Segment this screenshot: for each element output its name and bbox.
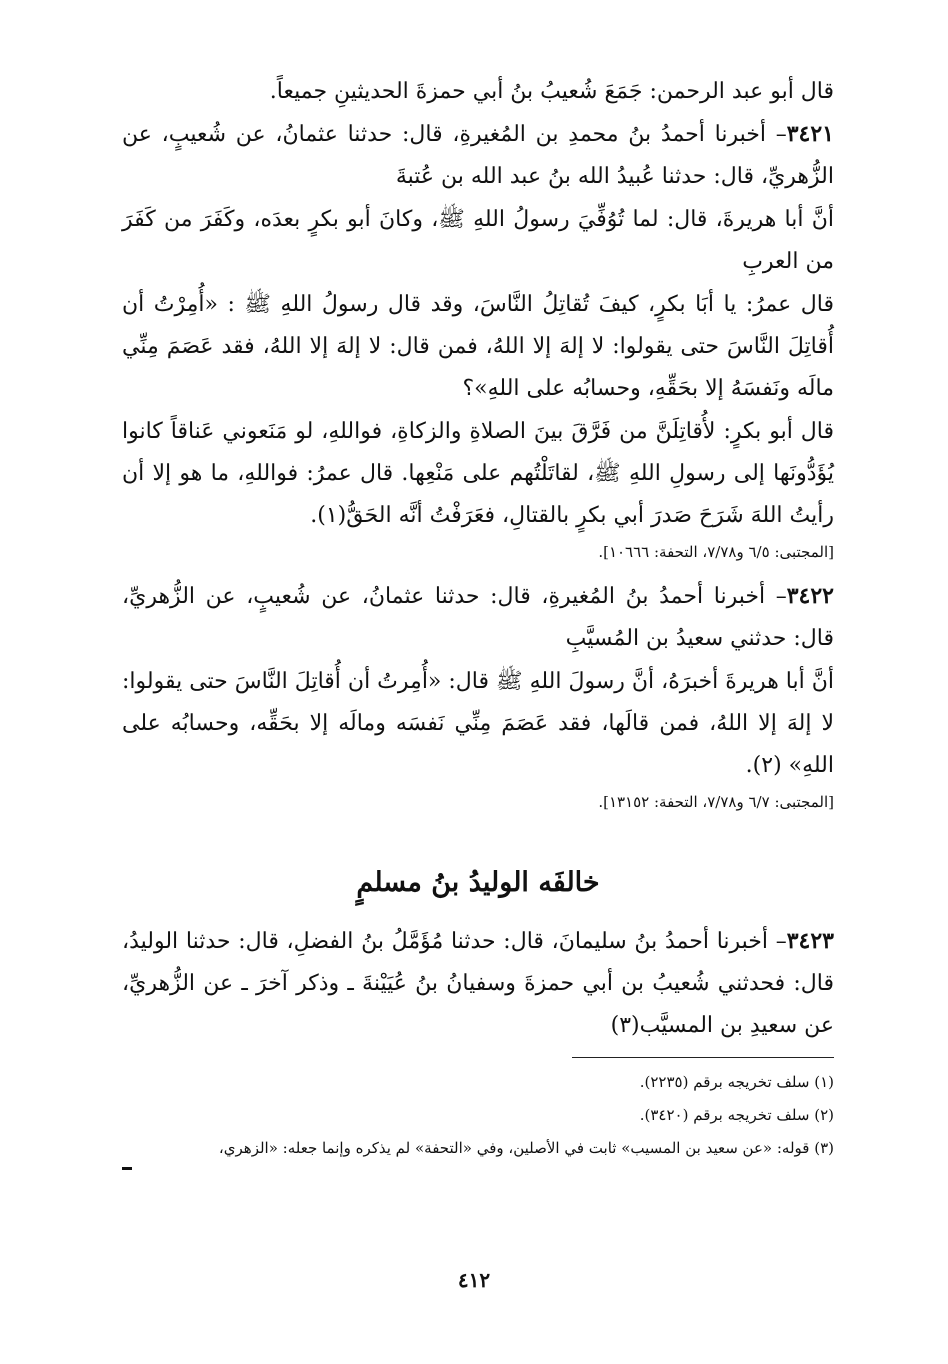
paragraph-matn-3 — [122, 410, 834, 537]
paragraph-matn-4 — [122, 660, 834, 787]
paragraph-hadith-3422 — [122, 575, 834, 660]
footnote-3: (٣) قوله: «عن سعيد بن المسيب» ثابت في الأصلين، وفي «التحفة» لم يذكره وإنما جعله: «الزهري، — [218, 1139, 834, 1157]
page-number: ٤١٢ — [457, 1268, 491, 1292]
continuation-dash — [122, 1167, 132, 1170]
paragraph-hadith-3421 — [122, 113, 834, 198]
paragraph-text: قال أبو بكرٍ: لأُقاتِلَنَّ من فَرَّقَ بينَ الصلاةِ والزكاةِ، فواللهِ، لو مَنَعوني عَناقاً كانوا يُؤَدُّونَها إلى رسولِ اللهِ ﷺ، لقاتَلْتُهم على مَنْعِها. قال عمرُ: فواللهِ، ما هو إلا أن رأيتُ اللهَ شَرَحَ صَدرَ أبي بكرٍ بالقتالِ، فعَرَفْتُ أنَّه الحَقُّ(١). — [122, 419, 834, 528]
reference-line-2: [المجتبى: ٦/٧ و٧/٧٨، التحفة: ١٣١٥٢]. — [598, 793, 834, 811]
paragraph-text: أنَّ أبا هريرةَ، قال: لما تُوُفِّيَ رسولُ اللهِ ﷺ، وكانَ أبو بكرٍ بعدَه، وكَفَرَ من كَفَرَ من العربِ — [122, 207, 834, 274]
reference-line-1: [المجتبى: ٦/٥ و٧/٧٨، التحفة: ١٠٦٦٦]. — [598, 543, 834, 561]
hadith-number: ٣٤٢٢ — [786, 583, 834, 609]
paragraph-text: قال عمرُ: يا أبَا بكرٍ، كيفَ تُقاتِلُ النَّاسَ، وقد قال رسولُ اللهِ ﷺ : «أُمِرْتُ أن أُقاتِلَ النَّاسَ حتى يقولوا: لا إلهَ إلا اللهُ، فمن قال: لا إلهَ إلا اللهُ، فقد عَصَمَ مِنِّي مالَه ونَفسَهُ إلا بحَقِّهِ، وحسابُه على اللهِ»؟ — [122, 292, 834, 401]
paragraph-text: – أخبرنا أحمدُ بنُ سليمانَ، قال: حدثنا مُؤَمَّلُ بنُ الفضلِ، قال: حدثنا الوليدُ، قال: فحدثني شُعيبُ بن أبي حمزةَ وسفيانُ بنُ عُيَيْنةَ ـ وذكر آخرَ ـ عن الزُّهريِّ، عن سعيدِ بن المسيَّب(٣) — [122, 929, 834, 1038]
paragraph-hadith-3423 — [122, 920, 834, 1047]
section-heading: خالفَه الوليدُ بنُ مسلمٍ — [356, 867, 600, 898]
footnote-1: (١) سلف تخريجه برقم (٢٢٣٥). — [639, 1073, 834, 1091]
paragraph-matn-1 — [122, 198, 834, 283]
paragraph-text: – أخبرنا أحمدُ بنُ محمدِ بن المُغيرةِ، قال: حدثنا عثمانُ، عن شُعيبٍ، عن الزُّهريِّ، قال: حدثنا عُبيدُ الله بنُ عبد الله بن عُتبةَ — [122, 122, 834, 189]
paragraph-text: أنَّ أبا هريرةَ أخبرَهُ، أنَّ رسولَ اللهِ ﷺ قال: «أُمِرتُ أن أُقاتِلَ النَّاسَ حتى يقولوا: لا إلهَ إلا اللهُ، فمن قالَها، فقد عَصَمَ مِنِّي نَفسَه ومالَه إلا بحَقِّه، وحسابُه على اللهِ» (٢). — [122, 669, 834, 778]
paragraph-matn-2 — [122, 283, 834, 410]
hadith-number: ٣٤٢١ — [786, 121, 834, 147]
footnote-2: (٢) سلف تخريجه برقم (٣٤٢٠). — [639, 1106, 834, 1124]
paragraph-text: – أخبرنا أحمدُ بنُ المُغيرةِ، قال: حدثنا عثمانُ، عن شُعيبٍ، عن الزُّهريِّ، قال: حدثني سعيدُ بن المُسيَّبِ — [122, 584, 834, 651]
paragraph-intro — [122, 70, 834, 113]
footnote-divider — [572, 1057, 834, 1058]
hadith-number: ٣٤٢٣ — [786, 928, 834, 954]
paragraph-text: قال أبو عبد الرحمن: جَمَعَ شُعيبُ بنُ أبي حمزةَ الحديثينِ جميعاً. — [269, 79, 834, 104]
